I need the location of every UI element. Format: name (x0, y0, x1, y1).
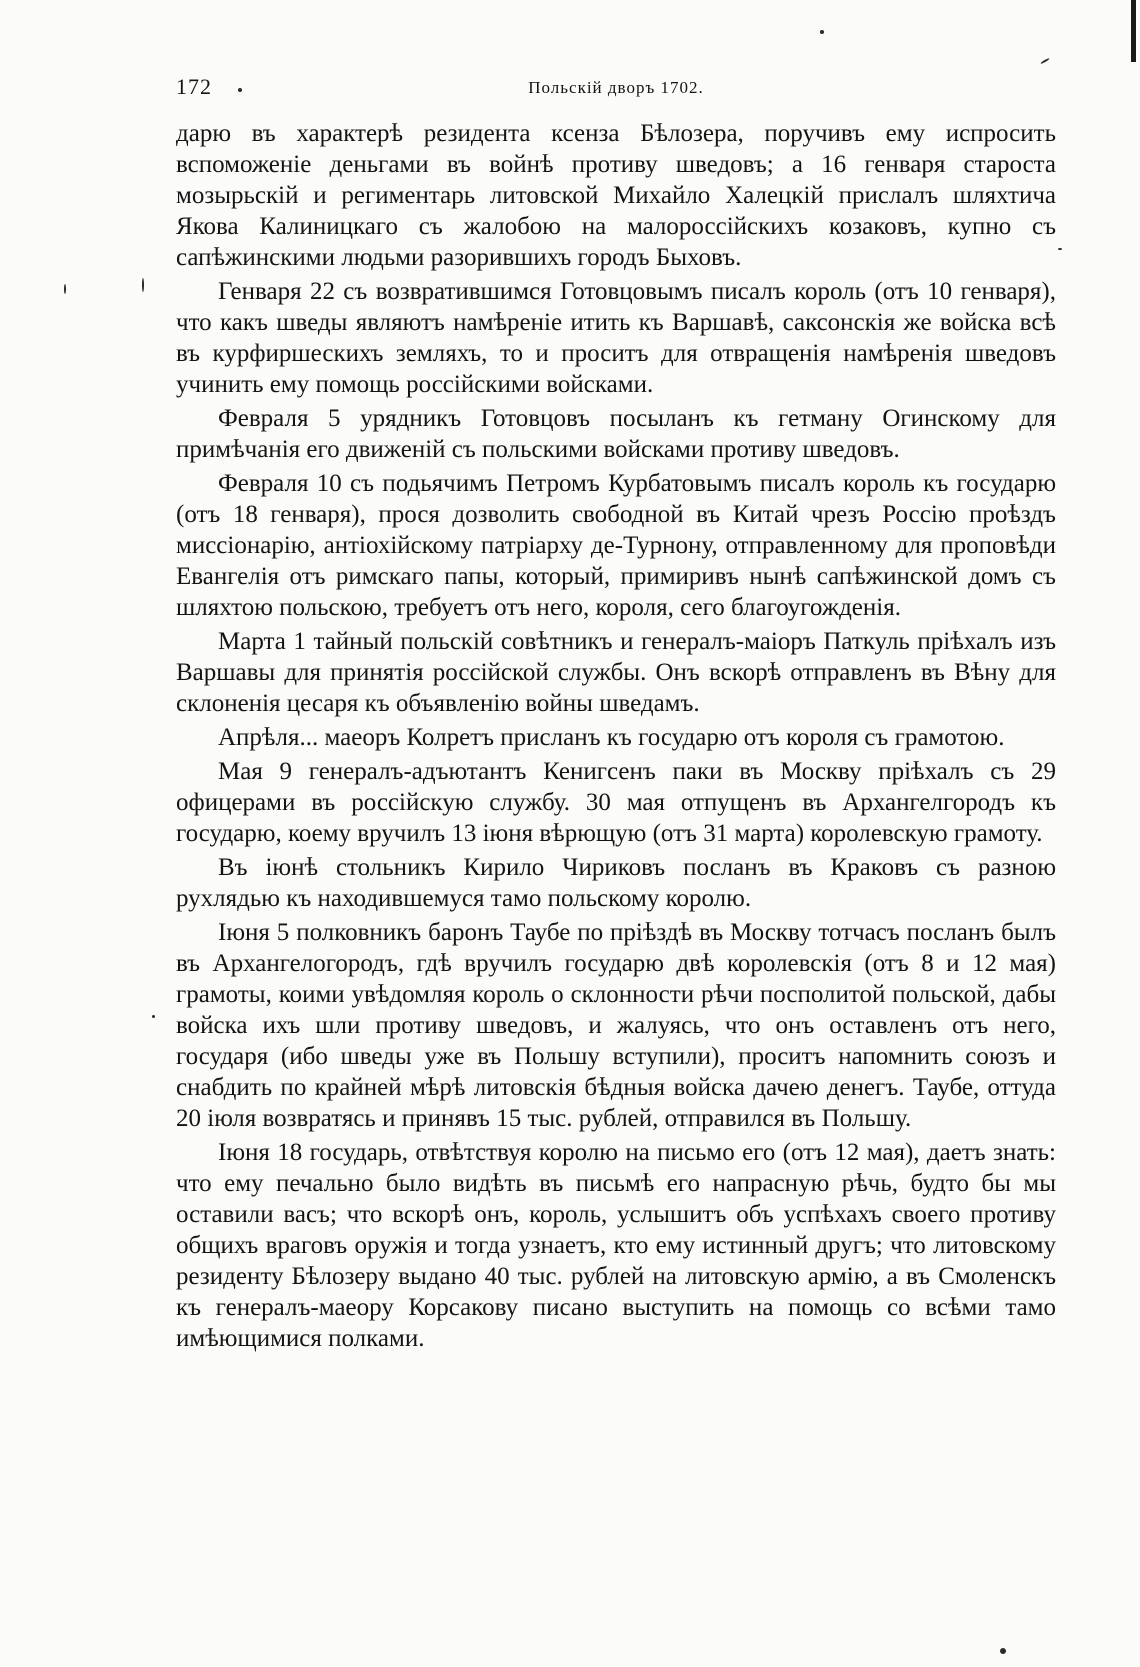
paragraph: Іюня 5 полковникъ баронъ Таубе по пріѣздѣ въ Москву тотчасъ посланъ былъ въ Архангелогородъ, гдѣ вручилъ государю двѣ королевскія (отъ 8 и 12 мая) грамоты, коими увѣдомляя король о склонности рѣчи посполитой польской, дабы войска ихъ шли противу шведовъ, и жалуясь, что онъ оставленъ отъ него, государя (ибо шведы уже въ Польшу вступили), проситъ напомнить союзъ и снабдить по крайней мѣрѣ литовскія бѣдныя войска дачею денегъ. Таубе, оттуда 20 іюля возвратясь и принявъ 15 тыс. рублей, отправился въ Польшу. (176, 919, 1056, 1132)
paragraph: Апрѣля... маеоръ Колретъ присланъ къ государю отъ короля съ грамотою. (218, 724, 1005, 751)
paragraph: Іюня 18 государь, отвѣтствуя королю на письмо его (отъ 12 мая), даетъ знать: что ему печально было видѣть въ письмѣ его напрасную рѣчь, будто бы мы оставили васъ; что вскорѣ онъ, король, услышитъ объ успѣхахъ своего противу общихъ враговъ оружія и тогда узнаетъ, кто ему истинный другъ; что литовскому резиденту Бѣлозеру выдано 40 тыс. рублей на литовскую армію, а въ Смоленскъ къ генералъ-маеору Корсакову писано выступить на помощь со всѣми тамо имѣющимися полками. (176, 1139, 1056, 1352)
paragraph: Марта 1 тайный польскій совѣтникъ и генералъ-маіоръ Паткуль пріѣхалъ изъ Варшавы для принятія россійской службы. Онъ вскорѣ отправленъ въ Вѣну для склоненія цесаря къ объявленію войны шведамъ. (176, 628, 1056, 717)
page-number: 172 (176, 74, 212, 99)
scan-speck (142, 278, 144, 292)
scan-speck (1058, 248, 1062, 250)
scan-speck (1000, 1648, 1006, 1654)
paragraph: Мая 9 генералъ-адъютантъ Кенигсенъ паки въ Москву пріѣхалъ съ 29 офицерами въ россійскую службу. 30 мая отпущенъ въ Архангелгородъ къ государю, коему вручилъ 13 іюня вѣрющую (отъ 31 марта) королевскую грамоту. (176, 758, 1056, 847)
paragraph: Генваря 22 съ возвратившимся Готовцовымъ писалъ король (отъ 10 генваря), что какъ шведы являютъ намѣреніе итить къ Варшавѣ, саксонскія же войска всѣ въ курфиршескихъ земляхъ, то и проситъ для отвращенія намѣренія шведовъ учинить ему помощь россійскими войсками. (176, 278, 1056, 398)
running-head: Польскій дворъ 1702. (528, 78, 704, 97)
page-header (176, 74, 1056, 108)
scan-speck (820, 30, 824, 34)
paragraph: Въ іюнѣ стольникъ Кирило Чириковъ посланъ въ Краковъ съ разною рухлядью къ находившемуся тамо польскому королю. (176, 854, 1056, 912)
body-text (176, 118, 1056, 1357)
scan-speck (64, 284, 66, 294)
scan-speck (1040, 58, 1050, 65)
scan-speck (152, 1015, 155, 1018)
paragraph: Февраля 5 урядникъ Готовцовъ посыланъ къ гетману Огинскому для примѣчанія его движеній съ польскими войсками противу шведовъ. (176, 405, 1056, 463)
scan-edge-line (1131, 0, 1136, 62)
paragraph: дарю въ характерѣ резидента ксенза Бѣлозера, поручивъ ему испросить вспоможеніе деньгами въ войнѣ противу шведовъ; а 16 генваря староста мозырьскій и региментарь литовской Михайло Халецкій прислалъ шляхтича Якова Калиницкаго съ жалобою на малороссійскихъ козаковъ, купно съ сапѣжинскими людьми разорившихъ городъ Быховъ. (176, 120, 1056, 271)
paragraph: Февраля 10 съ подьячимъ Петромъ Курбатовымъ писалъ король къ государю (отъ 18 генваря), прося дозволить свободной въ Китай чрезъ Россію проѣздъ миссіонарію, антіохійскому патріарху де-Турнону, отправленному для проповѣди Евангелія отъ римскаго папы, который, примиривъ нынѣ сапѣжинской домъ съ шляхтою польскою, требуетъ отъ него, короля, сего благоугожденія. (176, 470, 1056, 621)
